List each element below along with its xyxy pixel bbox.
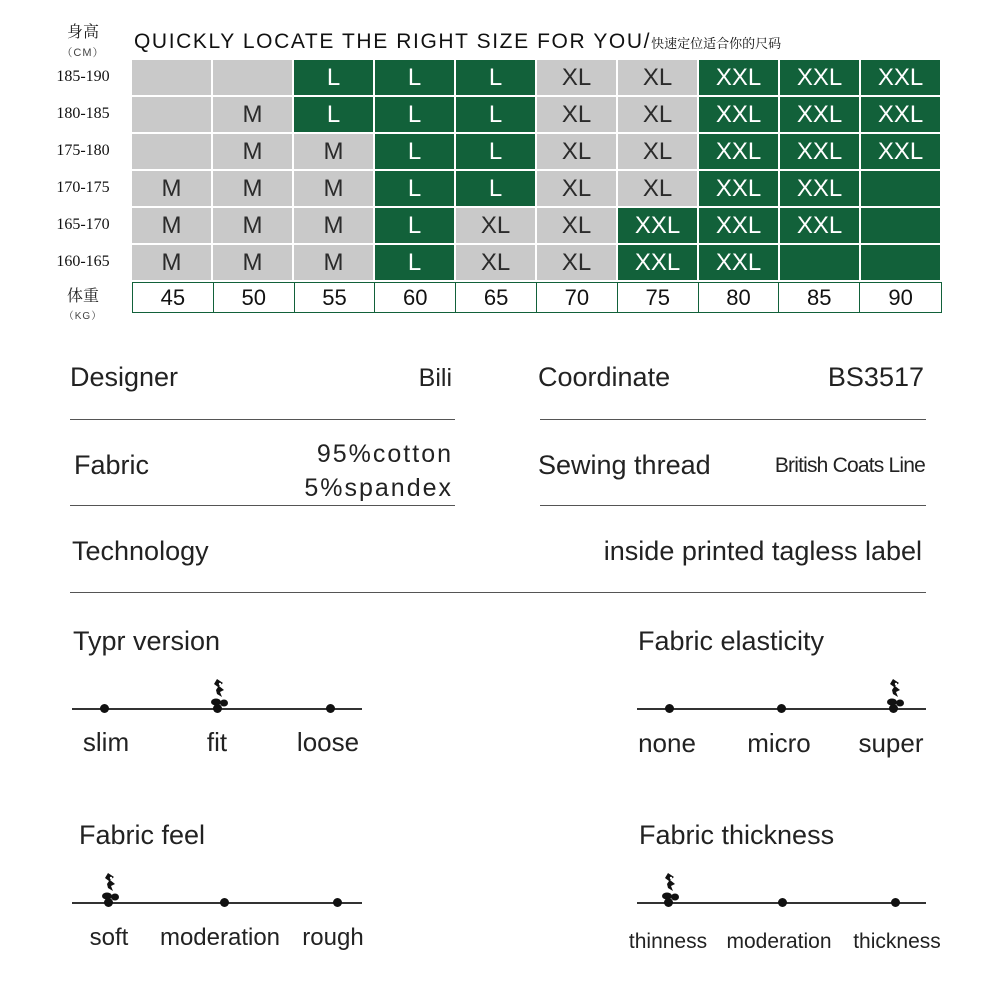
- selected-marker-icon: [99, 872, 121, 902]
- size-cell: M: [213, 208, 292, 243]
- fabric-feel-option: soft: [89, 924, 129, 951]
- size-cell: M: [213, 171, 292, 206]
- size-cell: XXL: [780, 171, 859, 206]
- fabric-thickness-option: moderation: [726, 930, 832, 953]
- coordinate-value: BS3517: [827, 362, 924, 392]
- size-cell: XXL: [699, 97, 778, 132]
- size-cell: XL: [618, 134, 697, 169]
- divider: [540, 505, 926, 506]
- sewing-thread-label: Sewing thread: [538, 450, 711, 480]
- size-cell: L: [375, 171, 454, 206]
- size-cell: XL: [537, 97, 616, 132]
- fabric-thickness-scale-point: [778, 898, 787, 907]
- size-cell: XXL: [699, 245, 778, 280]
- height-range-label: 170-175: [56, 179, 110, 196]
- size-cell: XXL: [861, 60, 940, 95]
- size-cell: [780, 245, 859, 280]
- fabric-thickness-option: thinness: [628, 930, 708, 953]
- size-cell: [132, 97, 211, 132]
- size-cell: XL: [618, 97, 697, 132]
- weight-cell: 45: [133, 283, 214, 312]
- size-cell: XXL: [699, 134, 778, 169]
- weight-cell: 50: [214, 283, 295, 312]
- size-grid: [132, 60, 940, 280]
- size-cell: M: [132, 245, 211, 280]
- selected-marker-icon: [884, 678, 906, 708]
- fabric-value-cotton: 95%cotton: [316, 440, 453, 468]
- size-cell: XL: [537, 245, 616, 280]
- size-cell: L: [456, 171, 535, 206]
- size-cell: L: [375, 134, 454, 169]
- height-axis-unit: （CM）: [61, 47, 105, 59]
- size-cell: L: [375, 97, 454, 132]
- fabric-feel-scale-point: [333, 898, 342, 907]
- weight-axis-label: 体重: [66, 286, 99, 305]
- fabric-elasticity-scale-point: [777, 704, 786, 713]
- height-range-label: 165-170: [56, 216, 110, 233]
- size-cell: M: [213, 97, 292, 132]
- fabric-thickness-title: Fabric thickness: [639, 820, 835, 850]
- type-version-scale-point: [326, 704, 335, 713]
- size-cell: M: [294, 171, 373, 206]
- fabric-thickness-scale-point: [891, 898, 900, 907]
- fabric-label: Fabric: [74, 450, 150, 480]
- divider: [70, 592, 926, 593]
- size-cell: XXL: [699, 208, 778, 243]
- size-cell: M: [213, 245, 292, 280]
- weight-cell: 85: [779, 283, 860, 312]
- type-version-title: Typr version: [73, 626, 221, 656]
- size-cell: XL: [537, 208, 616, 243]
- weight-cell: 55: [295, 283, 376, 312]
- size-cell: XXL: [699, 171, 778, 206]
- size-cell: XXL: [699, 60, 778, 95]
- size-cell: L: [294, 97, 373, 132]
- size-cell: XXL: [780, 97, 859, 132]
- fabric-thickness-option: thickness: [853, 930, 941, 953]
- size-cell: XL: [537, 171, 616, 206]
- size-cell: XL: [537, 134, 616, 169]
- fabric-elasticity-option: micro: [747, 728, 811, 758]
- size-cell: [861, 245, 940, 280]
- height-range-label: 175-180: [56, 142, 110, 159]
- weight-axis-unit: （KG）: [63, 311, 103, 322]
- size-cell: XXL: [861, 134, 940, 169]
- designer-value: Bili: [418, 364, 452, 392]
- size-cell: L: [456, 60, 535, 95]
- type-version-scale-point: [100, 704, 109, 713]
- size-cell: M: [213, 134, 292, 169]
- size-cell: XXL: [780, 60, 859, 95]
- sewing-thread-value: British Coats Line: [774, 454, 925, 477]
- divider: [70, 419, 455, 420]
- technology-label: Technology: [72, 536, 209, 566]
- size-cell: [861, 171, 940, 206]
- size-cell: XXL: [861, 97, 940, 132]
- size-cell: L: [375, 245, 454, 280]
- selected-marker-icon: [659, 872, 681, 902]
- fabric-elasticity-scale-point: [665, 704, 674, 713]
- weight-cell: 65: [456, 283, 537, 312]
- size-cell: XXL: [618, 208, 697, 243]
- selected-marker-icon: [208, 678, 230, 708]
- size-cell: L: [456, 97, 535, 132]
- weight-row: [132, 282, 942, 313]
- height-range-label: 185-190: [56, 68, 110, 85]
- fabric-elasticity-title: Fabric elasticity: [638, 626, 825, 656]
- weight-cell: 70: [537, 283, 618, 312]
- size-chart-title-en: QUICKLY LOCATE THE RIGHT SIZE FOR YOU/: [134, 30, 652, 53]
- fabric-feel-option: moderation: [159, 924, 281, 951]
- size-cell: M: [294, 134, 373, 169]
- size-cell: XL: [618, 60, 697, 95]
- height-range-label: 160-165: [56, 253, 110, 270]
- size-cell: M: [294, 245, 373, 280]
- size-cell: [861, 208, 940, 243]
- height-axis-label: 身高: [66, 22, 99, 41]
- fabric-feel-scale-line: [72, 902, 362, 904]
- size-cell: XL: [456, 208, 535, 243]
- size-cell: M: [294, 208, 373, 243]
- fabric-value-spandex: 5%spandex: [304, 474, 453, 502]
- size-cell: XL: [456, 245, 535, 280]
- divider: [540, 419, 926, 420]
- type-version-option: slim: [82, 727, 130, 757]
- size-cell: L: [375, 208, 454, 243]
- size-cell: [132, 134, 211, 169]
- size-cell: [213, 60, 292, 95]
- divider: [70, 505, 455, 506]
- type-version-option: loose: [296, 727, 360, 757]
- size-cell: L: [375, 60, 454, 95]
- size-cell: XL: [537, 60, 616, 95]
- weight-cell: 60: [375, 283, 456, 312]
- fabric-feel-option: rough: [302, 924, 364, 951]
- size-cell: XXL: [780, 208, 859, 243]
- type-version-option: fit: [206, 727, 228, 757]
- size-chart-title: [134, 30, 781, 54]
- fabric-feel-scale-point: [220, 898, 229, 907]
- size-cell: XXL: [780, 134, 859, 169]
- size-cell: M: [132, 208, 211, 243]
- size-cell: L: [456, 134, 535, 169]
- technology-value: inside printed tagless label: [603, 536, 922, 566]
- fabric-elasticity-option: super: [858, 728, 924, 758]
- weight-cell: 90: [888, 284, 913, 310]
- weight-cell: 80: [699, 283, 780, 312]
- weight-cell: 75: [618, 283, 699, 312]
- size-cell: M: [132, 171, 211, 206]
- fabric-feel-title: Fabric feel: [79, 820, 206, 850]
- designer-label: Designer: [70, 362, 179, 392]
- fabric-elasticity-option: none: [638, 728, 696, 758]
- size-cell: XXL: [618, 245, 697, 280]
- height-range-label: 180-185: [56, 105, 110, 122]
- size-chart-title-cn: 快速定位适合你的尺码: [651, 37, 782, 52]
- coordinate-label: Coordinate: [538, 362, 671, 392]
- size-cell: [132, 60, 211, 95]
- size-cell: L: [294, 60, 373, 95]
- size-cell: XL: [618, 171, 697, 206]
